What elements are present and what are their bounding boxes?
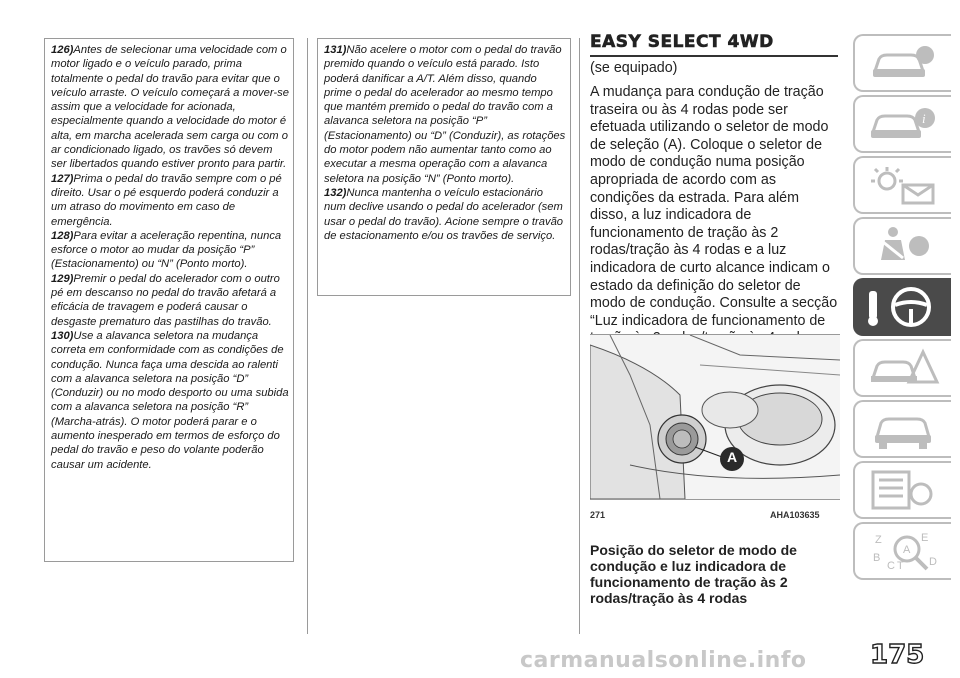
warning-126: 126)Antes de selecionar uma velocidade com o motor ligado e o veículo parado, prima totalmente o pedal do travão para evitar que o veículo arraste. O veículo começará a mover-se assim que a velocidade for acionada, especialmente quando a velocidade do motor é alta, em marcha acelerada sem carga ou com o ar condicionado ligado, os travões só devem ser libertados quando estiver pronto para partir. (51, 44, 289, 171)
index-letter-b: B (873, 552, 881, 564)
breakdown-icon (863, 346, 943, 390)
index-letter-a: A (903, 544, 911, 556)
warning-128: 128)Para evitar a aceleração repentina, nunca esforce o motor ao mudar da posição “P” (Estacionamento) ou “N” (Ponto morto). (51, 229, 282, 271)
steering-key-icon (863, 285, 943, 329)
car-maintenance-icon (863, 407, 943, 451)
chapter-sidebar (853, 34, 951, 583)
warning-lights-icon (863, 163, 943, 207)
section-title: EASY SELECT 4WD (590, 32, 838, 57)
svg-text:i: i (922, 111, 926, 126)
warning-box-1 (44, 38, 294, 562)
figure-subheading: Posição do seletor de modo de condução e luz indicadora de funcionamento de tração às 2 rodas/tração às 4 rodas (590, 542, 797, 606)
section-subtitle: (se equipado) (590, 60, 678, 76)
tab-dashboard-info[interactable] (853, 95, 951, 153)
figure-callout-label: A (726, 449, 738, 465)
tab-seatbelt-airbag[interactable] (853, 217, 951, 275)
index-letter-c: C (887, 560, 895, 572)
warning-131: 131)Não acelere o motor com o pedal do travão premido quando o veículo está parado. Isto poderá danificar a A/T. Além disso, quando prime o pedal do acelerador ao mesmo tempo que mantém premido o pedal do travão com a alavanca seletora na posição “P” (Estacionamento) ou “D” (Conduzir), as rotações do motor podem não aumentar tanto como ao executar a mesma operação com a alavanca seletora na posição “N” (Ponto morto). (324, 44, 566, 185)
index-letter-d: D (929, 556, 937, 568)
index-icon (863, 529, 943, 573)
column-divider-2 (579, 38, 580, 634)
console-illustration (590, 335, 840, 499)
figure-code: AHA103635 (770, 510, 820, 520)
seatbelt-airbag-icon (863, 224, 943, 268)
tab-index[interactable] (853, 522, 951, 580)
car-info-icon (863, 41, 943, 85)
warning-127: 127)Prima o pedal do travão sempre com o pé direito. Usar o pé esquerdo poderá conduzir a um atraso do movimento em caso de emergência. (51, 172, 282, 228)
index-letter-e: E (921, 532, 929, 544)
tab-car-info[interactable] (853, 34, 951, 92)
section-paragraph: A mudança para condução de tração traseira ou às 4 rodas pode ser efetuada utilizando o seletor de modo de seleção (A). Coloque o seletor de modo de condução numa posição apropriada de acordo com as condições da estrada. Para além disso, a luz indicadora de funcionamento de tração às 2 rodas/tração às 4 rodas e a luz indicadora de curto alcance indicam o estado da definição do seletor de modo de condução. Consulte a secção “Luz indicadora de funcionamento de (590, 84, 838, 329)
index-letter-z: Z (875, 534, 882, 546)
figure-mode-selector (590, 334, 840, 500)
dashboard-info-icon (863, 102, 943, 146)
page-number: 175 (870, 640, 925, 670)
warning-132: 132)Nunca mantenha o veículo estacionário num declive usando o pedal do acelerador (sem usar o pedal do travão). Acione sempre o travão de estacionamento e/ou os travões de serviço. (324, 186, 564, 242)
tab-technical-data[interactable] (853, 461, 951, 519)
tab-warning-lights[interactable] (853, 156, 951, 214)
technical-data-icon (863, 468, 943, 512)
tab-steering-key[interactable] (853, 278, 951, 336)
column-divider-1 (307, 38, 308, 634)
warning-130: 130)Use a alavanca seletora na mudança correta em conformidade com as condições de condução. Nunca faça uma descida ao ralenti com a alavanca seletora na posição “D” (Conduzir) ou no modo desporto ou uma subida com a alavanca seletora na posição “R” (Marcha-atrás). O motor poderá parar e o aumento inesperado em termos de esforço do pedal do travão e peso do volante poderão causar um acidente. (51, 329, 289, 471)
index-letter-t: T (897, 560, 904, 572)
figure-number: 271 (590, 510, 606, 520)
warning-129: 129)Premir o pedal do acelerador com o outro pé em descanso no pedal do travão afetará a eficácia de travagem e poderá causar o desgaste prematuro das pastilhas do travão. (51, 272, 280, 328)
tab-breakdown[interactable] (853, 339, 951, 397)
tab-car-maintenance[interactable] (853, 400, 951, 458)
watermark: carmanualsonline.info (520, 648, 807, 673)
warning-box-2 (317, 38, 571, 296)
